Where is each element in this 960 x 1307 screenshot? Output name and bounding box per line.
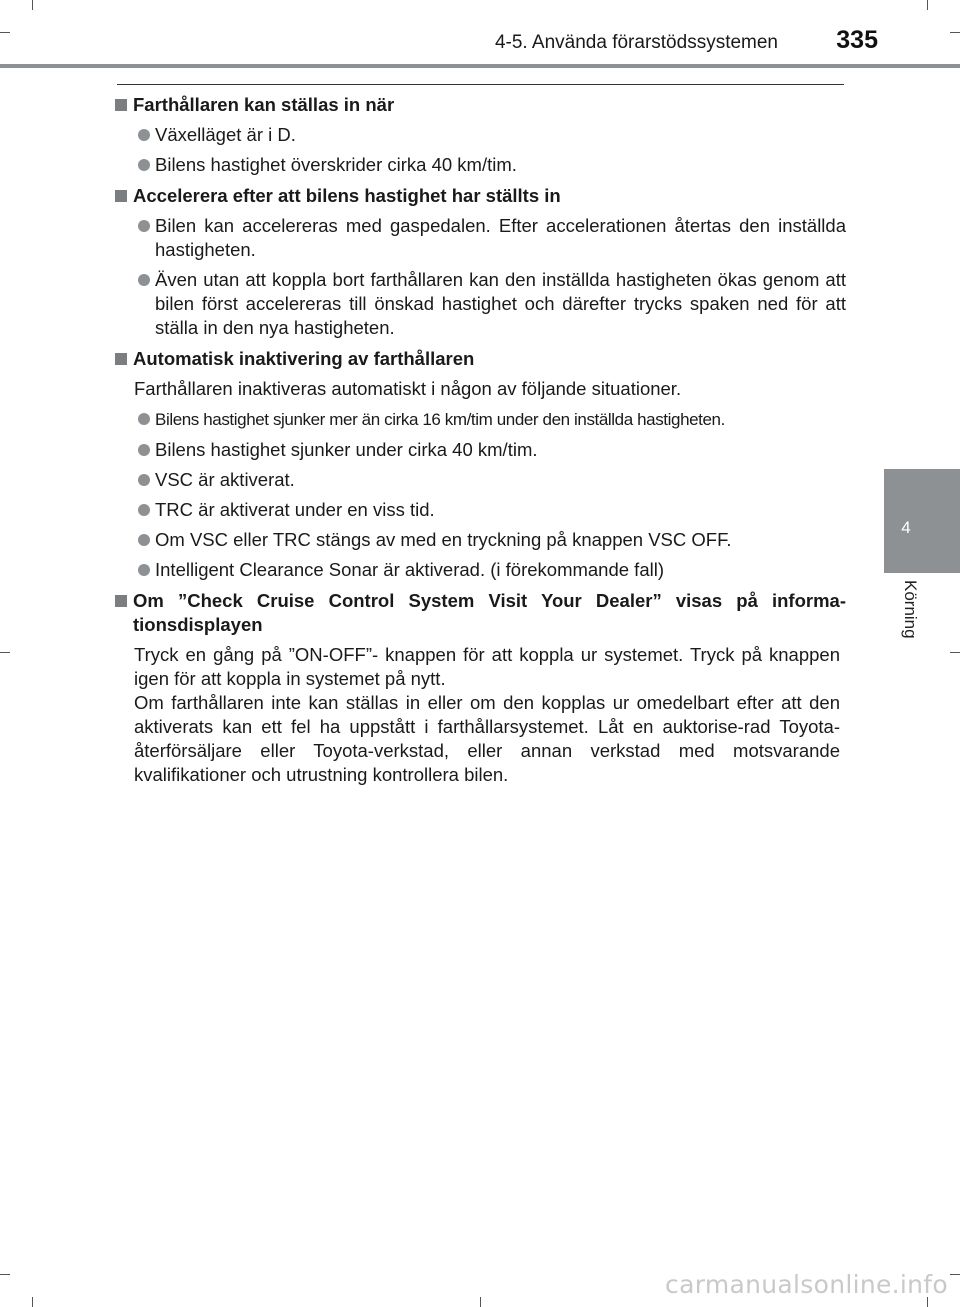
- crop-mark: [0, 32, 10, 33]
- crop-mark: [950, 1274, 960, 1275]
- round-bullet-icon: [138, 274, 150, 286]
- list-item: Växelläget är i D.: [113, 123, 846, 147]
- header-rule: [0, 64, 960, 68]
- round-bullet-icon: [138, 564, 150, 576]
- section-divider: [117, 84, 844, 85]
- round-bullet-icon: [138, 474, 150, 486]
- section-heading: [113, 184, 846, 208]
- list-item: Bilens hastighet överskrider cirka 40 km/tim.: [113, 153, 846, 177]
- crop-mark: [950, 32, 960, 33]
- square-bullet-icon: [115, 190, 127, 202]
- section-heading-text: Om ”Check Cruise Control System Visit Your Dealer” visas på informa-tionsdisplayen: [133, 590, 846, 635]
- round-bullet-icon: [138, 159, 150, 171]
- list-item: Bilens hastighet sjunker mer än cirka 16 km/tim under den inställda hastigheten.: [113, 407, 846, 432]
- list-item: VSC är aktiverat.: [113, 468, 846, 492]
- crop-mark: [927, 0, 928, 10]
- round-bullet-icon: [138, 413, 150, 425]
- list-item: Intelligent Clearance Sonar är aktiverad. (i förekommande fall): [113, 558, 846, 582]
- section-heading-text: Accelerera efter att bilens hastighet har ställts in: [133, 185, 561, 206]
- crop-mark: [480, 1297, 481, 1307]
- square-bullet-icon: [115, 353, 127, 365]
- crop-mark: [950, 652, 960, 653]
- round-bullet-icon: [138, 129, 150, 141]
- round-bullet-icon: [138, 534, 150, 546]
- watermark: carmanualsonline.info: [665, 1270, 948, 1299]
- crop-mark: [32, 0, 33, 10]
- section-intro: Farthållaren inaktiveras automatiskt i någon av följande situationer.: [134, 378, 682, 399]
- page-content: [113, 93, 846, 787]
- crop-mark: [0, 652, 10, 653]
- square-bullet-icon: [115, 595, 127, 607]
- paragraph: Tryck en gång på ”ON-OFF”- knappen för att koppla ur systemet. Tryck på knappen igen för att koppla in systemet på nytt.: [134, 644, 840, 689]
- crop-mark: [0, 1274, 10, 1275]
- page-section-title: 4-5. Använda förarstödssystemen: [494, 32, 778, 53]
- chapter-tab-number: 4: [901, 518, 911, 537]
- section-heading: [113, 589, 846, 637]
- section-heading: [113, 347, 846, 371]
- round-bullet-icon: [138, 444, 150, 456]
- list-item: Om VSC eller TRC stängs av med en tryckning på knappen VSC OFF.: [113, 528, 846, 552]
- page-number: 335: [836, 26, 878, 54]
- square-bullet-icon: [115, 99, 127, 111]
- round-bullet-icon: [138, 220, 150, 232]
- list-item: Bilens hastighet sjunker under cirka 40 km/tim.: [113, 438, 846, 462]
- section-heading: [113, 93, 846, 117]
- list-item: Bilen kan accelereras med gaspedalen. Efter accelerationen återtas den inställda hastigheten.: [113, 214, 846, 262]
- section-heading-text: Automatisk inaktivering av farthållaren: [133, 348, 475, 369]
- chapter-tab-label: Körning: [901, 580, 920, 639]
- paragraph: Om farthållaren inte kan ställas in eller om den kopplas ur omedelbart efter att den aktiverats kan ett fel ha uppstått i farthållarsystemet. Låt en auktorise-rad Toyota-återförsäljare eller Toyota-verkstad, eller annan verkstad med motsvarande kvalifikationer och utrustning kontrollera bilen.: [134, 692, 840, 785]
- crop-mark: [32, 1297, 33, 1307]
- section-heading-text: Farthållaren kan ställas in när: [133, 94, 395, 115]
- list-item: Även utan att koppla bort farthållaren kan den inställda hastigheten ökas genom att bilen först accelereras till önskad hastighet och därefter trycks spaken ned för att ställa in den nya hastigheten.: [113, 268, 846, 340]
- round-bullet-icon: [138, 504, 150, 516]
- list-item: TRC är aktiverat under en viss tid.: [113, 498, 846, 522]
